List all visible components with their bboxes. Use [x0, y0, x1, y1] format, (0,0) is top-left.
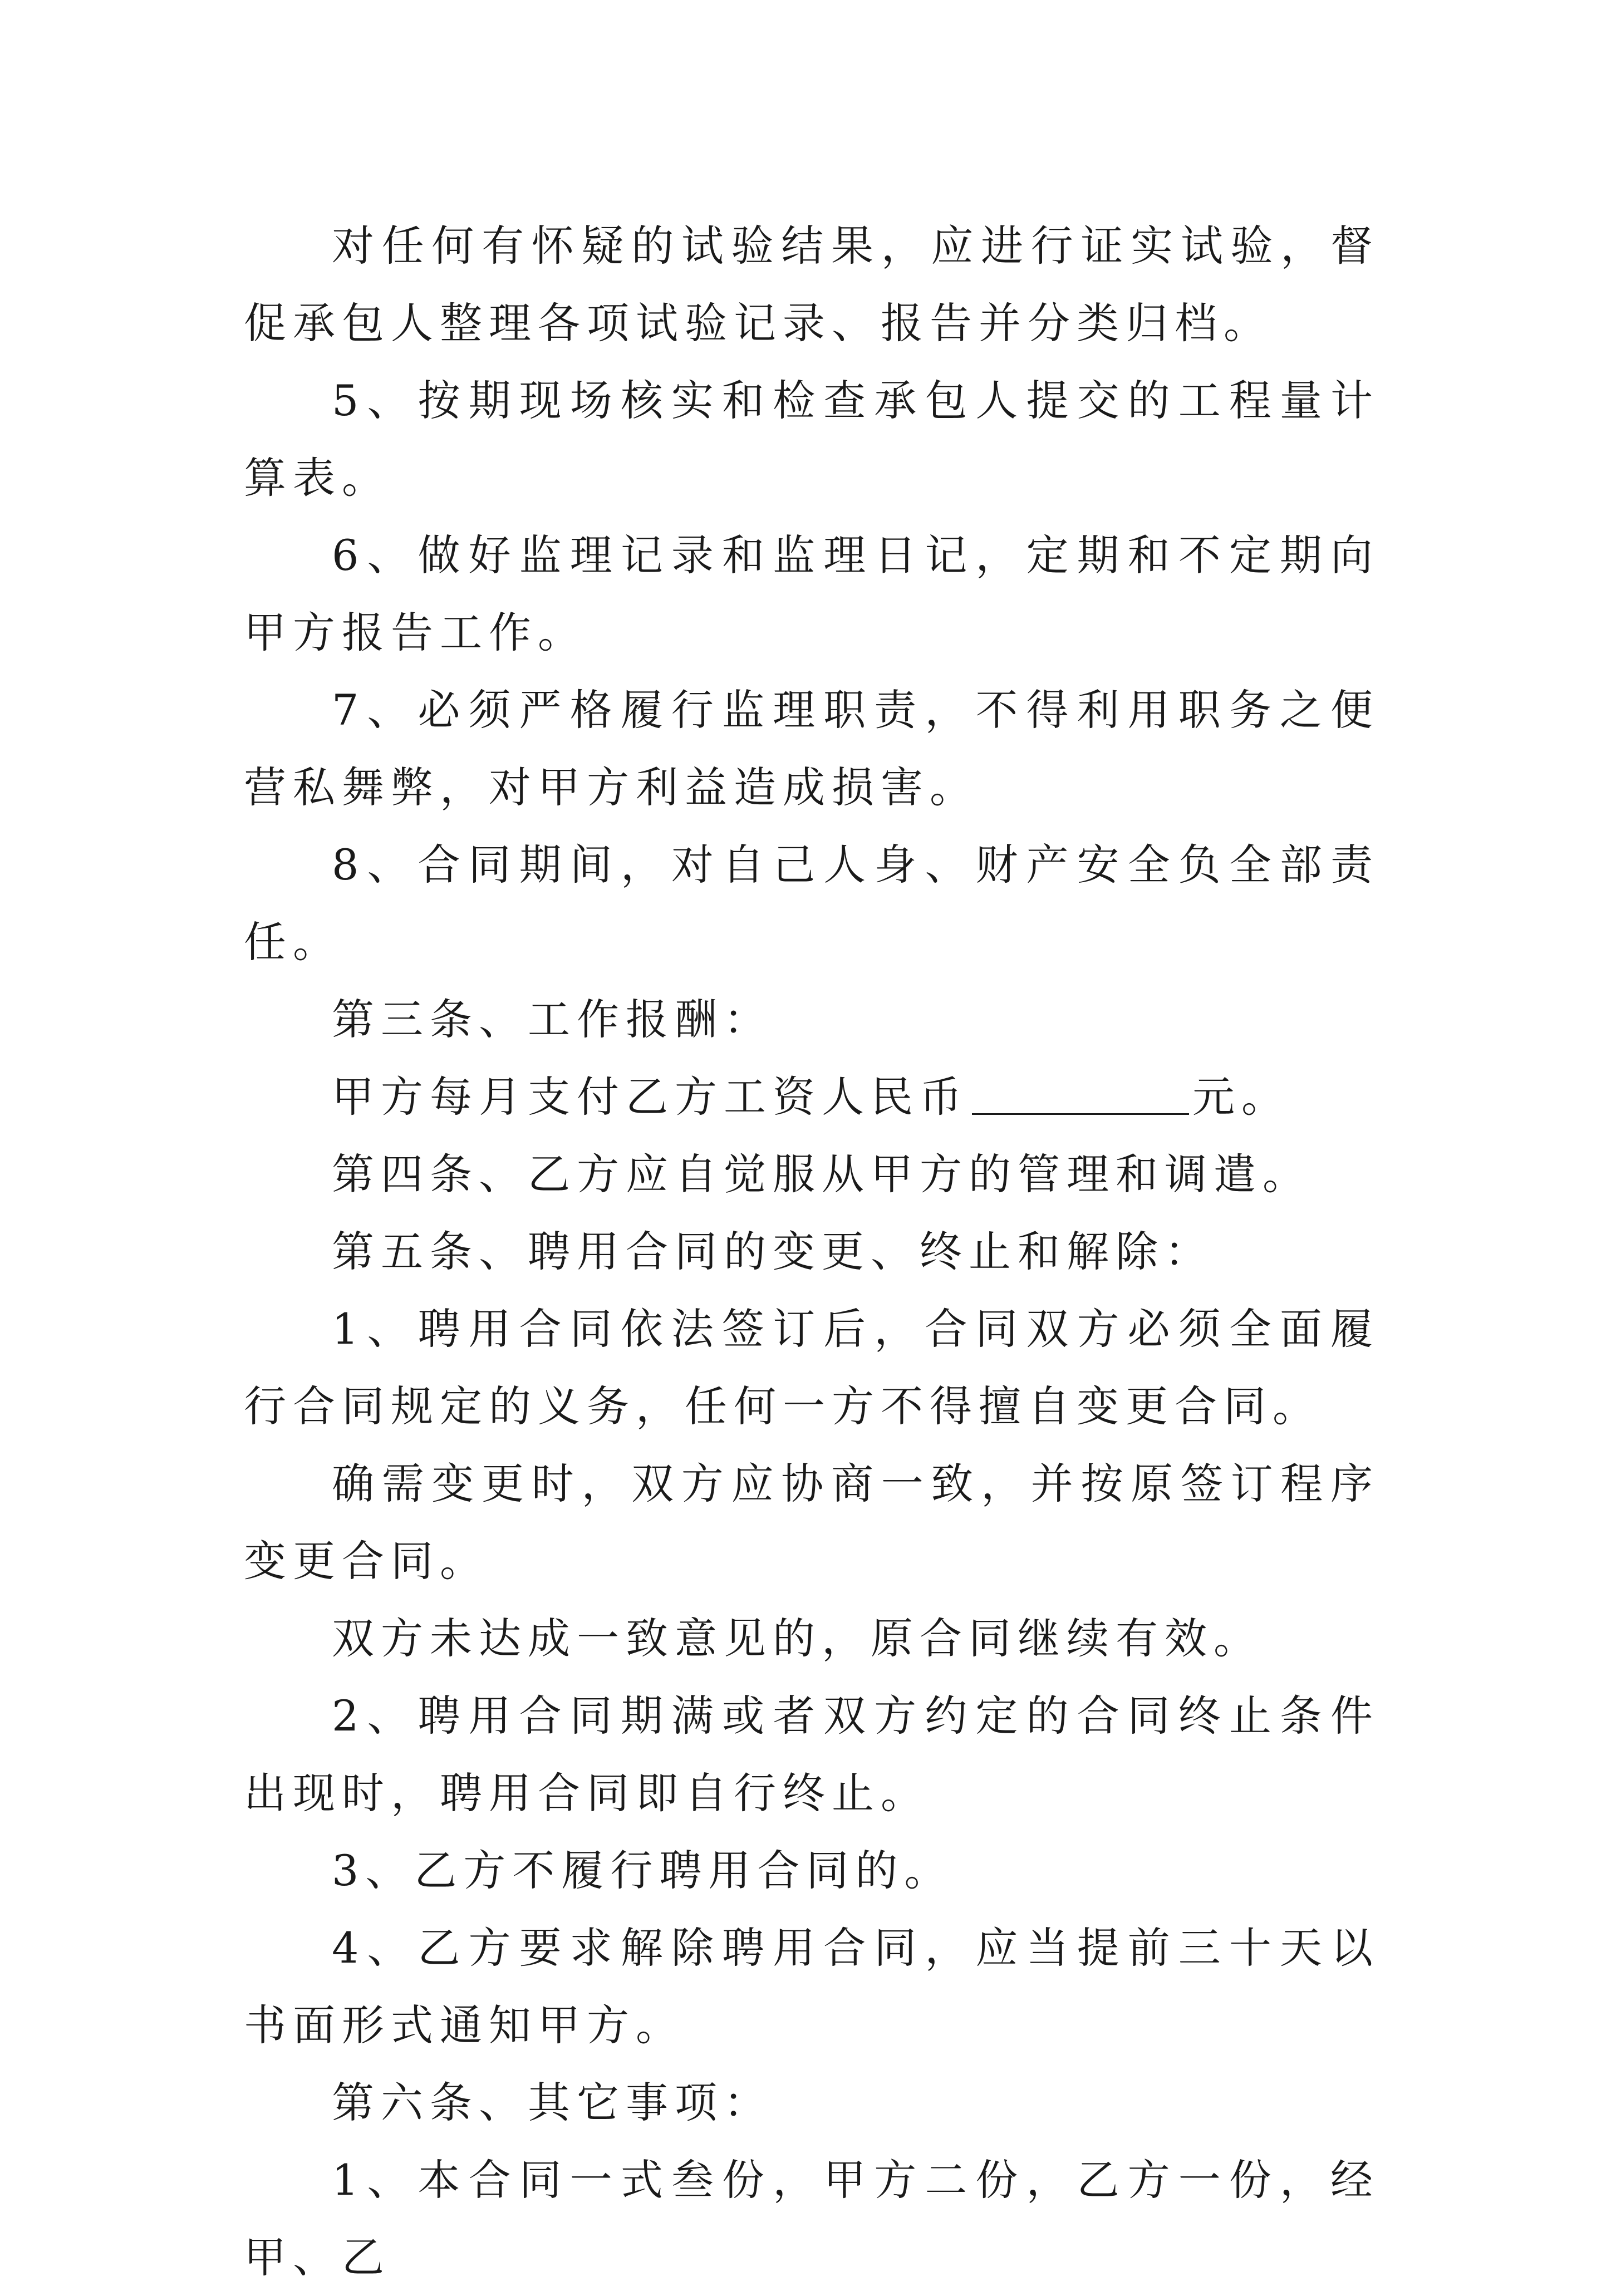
paragraph-clause-5: 5、按期现场核实和检查承包人提交的工程量计算表。	[244, 376, 1379, 503]
paragraph-article-5-item-2: 2、聘用合同期满或者双方约定的合同终止条件出现时，聘用合同即自行终止。	[244, 1691, 1379, 1818]
paragraph-article-6-item-1: 1、本合同一式叁份，甲方二份，乙方一份，经甲、乙	[244, 2155, 1379, 2282]
paragraph-clause-8: 8、合同期间，对自己人身、财产安全负全部责任。	[244, 840, 1379, 967]
paragraph-article-5-item-1: 1、聘用合同依法签订后，合同双方必须全面履行合同规定的义务，任何一方不得擅自变更合同。	[244, 1304, 1379, 1431]
salary-text-after: 元。	[1192, 1072, 1290, 1122]
paragraph-salary	[244, 1058, 1379, 1135]
heading-article-6: 第六条、其它事项：	[332, 2078, 773, 2127]
paragraph-clause-6: 6、做好监理记录和监理日记，定期和不定期向甲方报告工作。	[244, 530, 1379, 657]
paragraph-clause-7: 7、必须严格履行监理职责，不得利用职务之便营私舞弊，对甲方利益造成损害。	[244, 685, 1379, 812]
heading-article-3: 第三条、工作报酬：	[332, 995, 773, 1044]
document-body	[244, 207, 1379, 2296]
salary-text-before: 甲方每月支付乙方工资人民币	[332, 1072, 969, 1122]
paragraph-article-5-item-3: 3、乙方不履行聘用合同的。	[332, 1846, 954, 1895]
paragraph-article-5-item-4: 4、乙方要求解除聘用合同，应当提前三十天以书面形式通知甲方。	[244, 1923, 1379, 2050]
salary-amount-blank	[972, 1071, 1189, 1115]
paragraph-test-results: 对任何有怀疑的试验结果，应进行证实试验，督促承包人整理各项试验记录、报告并分类归档。	[244, 221, 1379, 348]
paragraph-change-procedure: 确需变更时，双方应协商一致，并按原签订程序变更合同。	[244, 1459, 1379, 1586]
heading-article-4: 第四条、乙方应自觉服从甲方的管理和调遣。	[332, 1149, 1312, 1199]
paragraph-no-agreement: 双方未达成一致意见的，原合同继续有效。	[332, 1614, 1263, 1663]
heading-article-5: 第五条、聘用合同的变更、终止和解除：	[332, 1227, 1214, 1276]
